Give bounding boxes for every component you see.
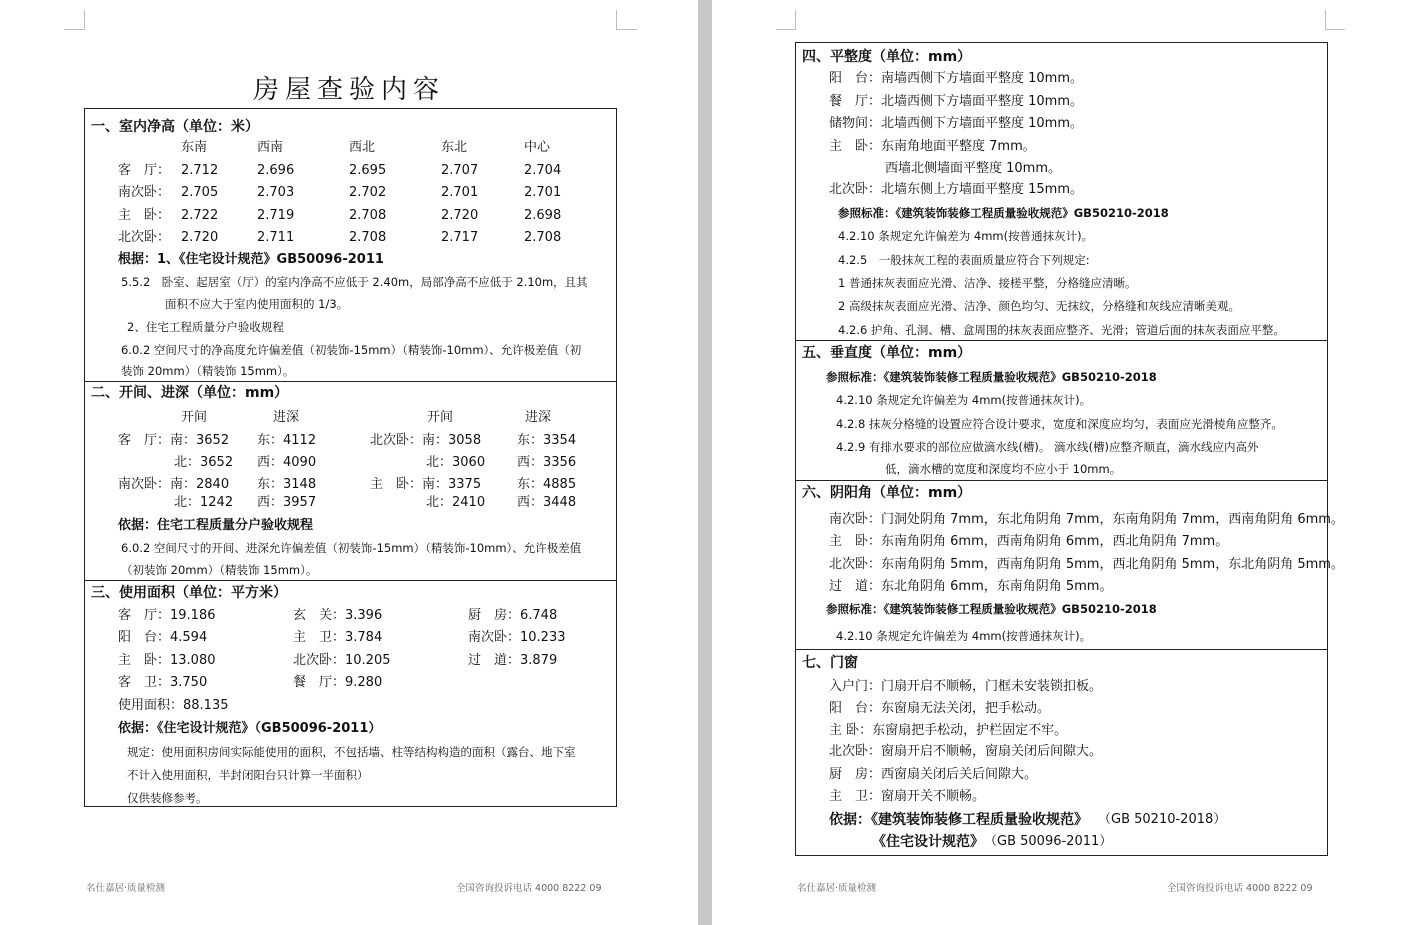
row-label: 南次卧： xyxy=(118,185,171,200)
text-line: 北次卧：东南角阴角 5mm，西南角阴角 5mm，西北角阴角 5mm，东北角阴角 5mm。 xyxy=(829,557,1344,572)
note-line: 规定：使用面积房间实际能使用的面积，不包括墙、柱等结构构造的面积（露台、地下室 xyxy=(127,745,576,759)
section-heading: 二、开间、进深（单位：mm） xyxy=(91,385,289,401)
table-cell: 北：1242 xyxy=(174,495,234,510)
basis-line: 根据：1、《住宅设计规范》GB50096-2011 xyxy=(118,252,384,267)
col-header: 东北 xyxy=(441,140,468,155)
crop-mark xyxy=(616,10,637,30)
reference-line: 参照标准：《建筑装饰装修工程质量验收规范》GB50210-2018 xyxy=(826,602,1157,616)
section-heading: 一、室内净高（单位：米） xyxy=(91,119,259,135)
col-header: 进深 xyxy=(525,410,552,425)
text-line: 北次卧：窗扇开启不顺畅，窗扇关闭后间隙大。 xyxy=(829,744,1103,759)
text-line: 主 卧：东南角地面平整度 7mm。 xyxy=(829,139,1036,154)
text-line: 主 卧：东窗扇把手松动，护栏固定不牢。 xyxy=(829,723,1068,738)
col-header: 东南 xyxy=(181,140,208,155)
note-line: 6.0.2 空间尺寸的开间、进深允许偏差值（初装饰-15mm）（精装饰-10mm）、允许极差值 xyxy=(121,541,582,555)
table-cell: 2.708 xyxy=(349,208,387,223)
basis-code: （GB 50096-2011） xyxy=(984,834,1113,849)
text-line: 阳 台：东窗扇无法关闭，把手松动。 xyxy=(829,701,1051,716)
note-line: 不计入使用面积，半封闭阳台只计算一半面积） xyxy=(127,768,369,782)
text-line: 餐 厅：北墙西侧下方墙面平整度 10mm。 xyxy=(829,94,1084,109)
table-cell: 2.719 xyxy=(257,208,295,223)
basis-line: 《住宅设计规范》 xyxy=(872,834,984,850)
table-cell: 2.703 xyxy=(257,185,295,200)
note-line: 6.0.2 空间尺寸的净高度允许偏差值（初装饰-15mm）（精装饰-10mm）、允许极差值（初 xyxy=(121,343,582,357)
footer-right: 全国咨询投诉电话 4000 8222 09 xyxy=(456,883,602,894)
table-cell: 西：3448 xyxy=(517,495,577,510)
basis-code: （GB 50210-2018） xyxy=(1098,812,1227,827)
text-line: 厨 房：西窗扇关闭后关后间隙大。 xyxy=(829,767,1038,782)
table-cell: 东：3354 xyxy=(517,433,577,448)
crop-mark xyxy=(64,10,85,30)
table-cell: 2.708 xyxy=(524,230,562,245)
section-heading: 三、使用面积（单位：平方米） xyxy=(91,585,287,601)
section-divider xyxy=(796,649,1327,650)
table-cell: 2.701 xyxy=(524,185,562,200)
row-label: 北次卧： xyxy=(118,230,171,245)
basis-line: 依据：《住宅设计规范》（GB50096-2011） xyxy=(118,721,382,736)
footer-left: 名仕嘉居·质量检测 xyxy=(86,883,166,894)
table-cell: 主 卫：3.784 xyxy=(293,630,383,645)
table-cell: 玄 关：3.396 xyxy=(293,608,383,623)
footer-left: 名仕嘉居·质量检测 xyxy=(797,883,877,894)
page-title: 房屋查验内容 xyxy=(252,75,445,105)
table-cell: 东：4112 xyxy=(257,433,317,448)
note-line: 4.2.5 一般抹灰工程的表面质量应符合下列规定: xyxy=(838,253,1090,267)
table-cell: 客 厅：南：3652 xyxy=(118,433,230,448)
section-divider xyxy=(796,340,1327,341)
row-label: 客 厅： xyxy=(118,163,171,178)
table-cell: 阳 台：4.594 xyxy=(118,630,208,645)
inspection-table-1 xyxy=(84,108,617,807)
table-cell: 主 卧：南：3375 xyxy=(370,477,482,492)
text-line: 入户门：门扇开启不顺畅，门框未安装锁扣板。 xyxy=(829,679,1103,694)
table-cell: 2.717 xyxy=(441,230,479,245)
table-cell: 餐 厅：9.280 xyxy=(293,675,383,690)
col-header: 西北 xyxy=(349,140,376,155)
footer-right: 全国咨询投诉电话 4000 8222 09 xyxy=(1167,883,1313,894)
table-cell: 2.704 xyxy=(524,163,562,178)
section-heading: 七、门窗 xyxy=(802,655,858,671)
note-line: 4.2.10 条规定允许偏差为 4mm(按普通抹灰计)。 xyxy=(836,629,1092,643)
table-cell: 西：3356 xyxy=(517,455,577,470)
inspection-table-2 xyxy=(795,42,1344,856)
document-page-1 xyxy=(0,0,698,925)
col-header: 中心 xyxy=(524,140,551,155)
table-cell: 西：4090 xyxy=(257,455,317,470)
col-header: 进深 xyxy=(273,410,300,425)
note-line: 4.2.8 抹灰分格缝的设置应符合设计要求，宽度和深度应均匀，表面应光滑棱角应整齐。 xyxy=(836,417,1283,431)
note-line: 4.2.10 条规定允许偏差为 4mm(按普通抹灰计)。 xyxy=(838,229,1094,243)
table-cell: 东：3148 xyxy=(257,477,317,492)
note-line: 4.2.6 护角、孔洞、槽、盒周围的抹灰表面应整齐、光滑；管道后面的抹灰表面应平整。 xyxy=(838,323,1285,337)
basis-line: 依据：《建筑装饰装修工程质量验收规范》 xyxy=(829,812,1088,828)
note-line: 1 普通抹灰表面应光滑、洁净、接槎平整，分格缝应清晰。 xyxy=(838,276,1137,290)
section-heading: 五、垂直度（单位：mm） xyxy=(802,345,972,361)
table-cell: 客 厅：19.186 xyxy=(118,608,216,623)
note-line: 4.2.9 有排水要求的部位应做滴水线(槽)。 滴水线(槽)应整齐顺直，滴水线应内高外 xyxy=(836,440,1259,454)
note-line: 2、住宅工程质量分户验收规程 xyxy=(127,320,284,334)
table-cell: 厨 房：6.748 xyxy=(468,608,558,623)
table-cell: 2.720 xyxy=(441,208,479,223)
note-line: 仅供装修参考。 xyxy=(127,791,208,805)
total-area: 使用面积：88.135 xyxy=(118,698,229,713)
table-cell: 2.712 xyxy=(181,163,219,178)
table-cell: 2.698 xyxy=(524,208,562,223)
note-line: 5.5.2 卧室、起居室（厅）的室内净高不应低于 2.40m，局部净高不应低于 2.10m，且其 xyxy=(121,275,588,289)
table-cell: 2.701 xyxy=(441,185,479,200)
table-cell: 北：3652 xyxy=(174,455,234,470)
table-cell: 2.702 xyxy=(349,185,387,200)
table-cell: 2.722 xyxy=(181,208,219,223)
note-line: 面积不应大于室内使用面积的 1/3。 xyxy=(165,297,349,311)
crop-mark xyxy=(1325,10,1345,30)
table-cell: 北：3060 xyxy=(426,455,486,470)
table-cell: 西：3957 xyxy=(257,495,317,510)
page-gutter xyxy=(698,0,712,925)
text-line: 主 卫：窗扇开关不顺畅。 xyxy=(829,789,986,804)
basis-line: 依据：住宅工程质量分户验收规程 xyxy=(118,518,314,533)
table-cell: 2.720 xyxy=(181,230,219,245)
section-heading: 六、阴阳角（单位：mm） xyxy=(802,485,972,501)
table-cell: 南次卧：10.233 xyxy=(468,630,566,645)
text-line: 储物间：北墙西侧下方墙面平整度 10mm。 xyxy=(829,116,1084,131)
note-line: 2 高级抹灰表面应光滑、洁净、颜色均匀、无抹纹，分格缝和灰线应清晰美观。 xyxy=(838,299,1240,313)
note-line: 低，滴水槽的宽度和深度均不应小于 10mm。 xyxy=(885,462,1122,476)
col-header: 开间 xyxy=(181,410,208,425)
section-divider xyxy=(796,480,1327,481)
col-header: 西南 xyxy=(257,140,284,155)
table-cell: 客 卫：3.750 xyxy=(118,675,208,690)
table-cell: 南次卧：南：2840 xyxy=(118,477,230,492)
table-cell: 2.695 xyxy=(349,163,387,178)
text-line: 过 道：东北角阴角 6mm，东南角阴角 5mm。 xyxy=(829,579,1113,594)
text-line: 南次卧：门洞处阴角 7mm，东北角阴角 7mm，东南角阴角 7mm，西南角阴角 6mm。 xyxy=(829,512,1344,527)
note-line: 4.2.10 条规定允许偏差为 4mm(按普通抹灰计)。 xyxy=(836,393,1092,407)
col-header: 开间 xyxy=(427,410,454,425)
table-cell: 2.705 xyxy=(181,185,219,200)
table-cell: 主 卧：13.080 xyxy=(118,653,216,668)
table-cell: 北：2410 xyxy=(426,495,486,510)
table-cell: 北次卧：10.205 xyxy=(293,653,391,668)
table-cell: 2.708 xyxy=(349,230,387,245)
reference-line: 参照标准：《建筑装饰装修工程质量验收规范》GB50210-2018 xyxy=(838,206,1169,220)
section-divider xyxy=(85,580,616,581)
table-cell: 2.707 xyxy=(441,163,479,178)
crop-mark xyxy=(776,10,796,30)
table-cell: 北次卧：南：3058 xyxy=(370,433,482,448)
section-heading: 四、平整度（单位：mm） xyxy=(802,49,972,65)
document-page-2 xyxy=(712,0,1410,925)
row-label: 主 卧： xyxy=(118,208,171,223)
table-cell: 2.696 xyxy=(257,163,295,178)
reference-line: 参照标准：《建筑装饰装修工程质量验收规范》GB50210-2018 xyxy=(826,370,1157,384)
note-line: （初装饰 20mm）（精装饰 15mm）。 xyxy=(121,563,318,577)
text-line: 阳 台：南墙西侧下方墙面平整度 10mm。 xyxy=(829,71,1084,86)
text-line: 主 卧：东南角阴角 6mm，西南角阴角 6mm，西北角阴角 7mm。 xyxy=(829,534,1229,549)
text-line: 西墙北侧墙面平整度 10mm。 xyxy=(885,161,1062,176)
table-cell: 2.711 xyxy=(257,230,295,245)
table-cell: 过 道：3.879 xyxy=(468,653,558,668)
note-line: 装饰 20mm）（精装饰 15mm）。 xyxy=(121,364,295,378)
table-cell: 东：4885 xyxy=(517,477,577,492)
text-line: 北次卧：北墙东侧上方墙面平整度 15mm。 xyxy=(829,182,1084,197)
section-divider xyxy=(85,381,616,382)
